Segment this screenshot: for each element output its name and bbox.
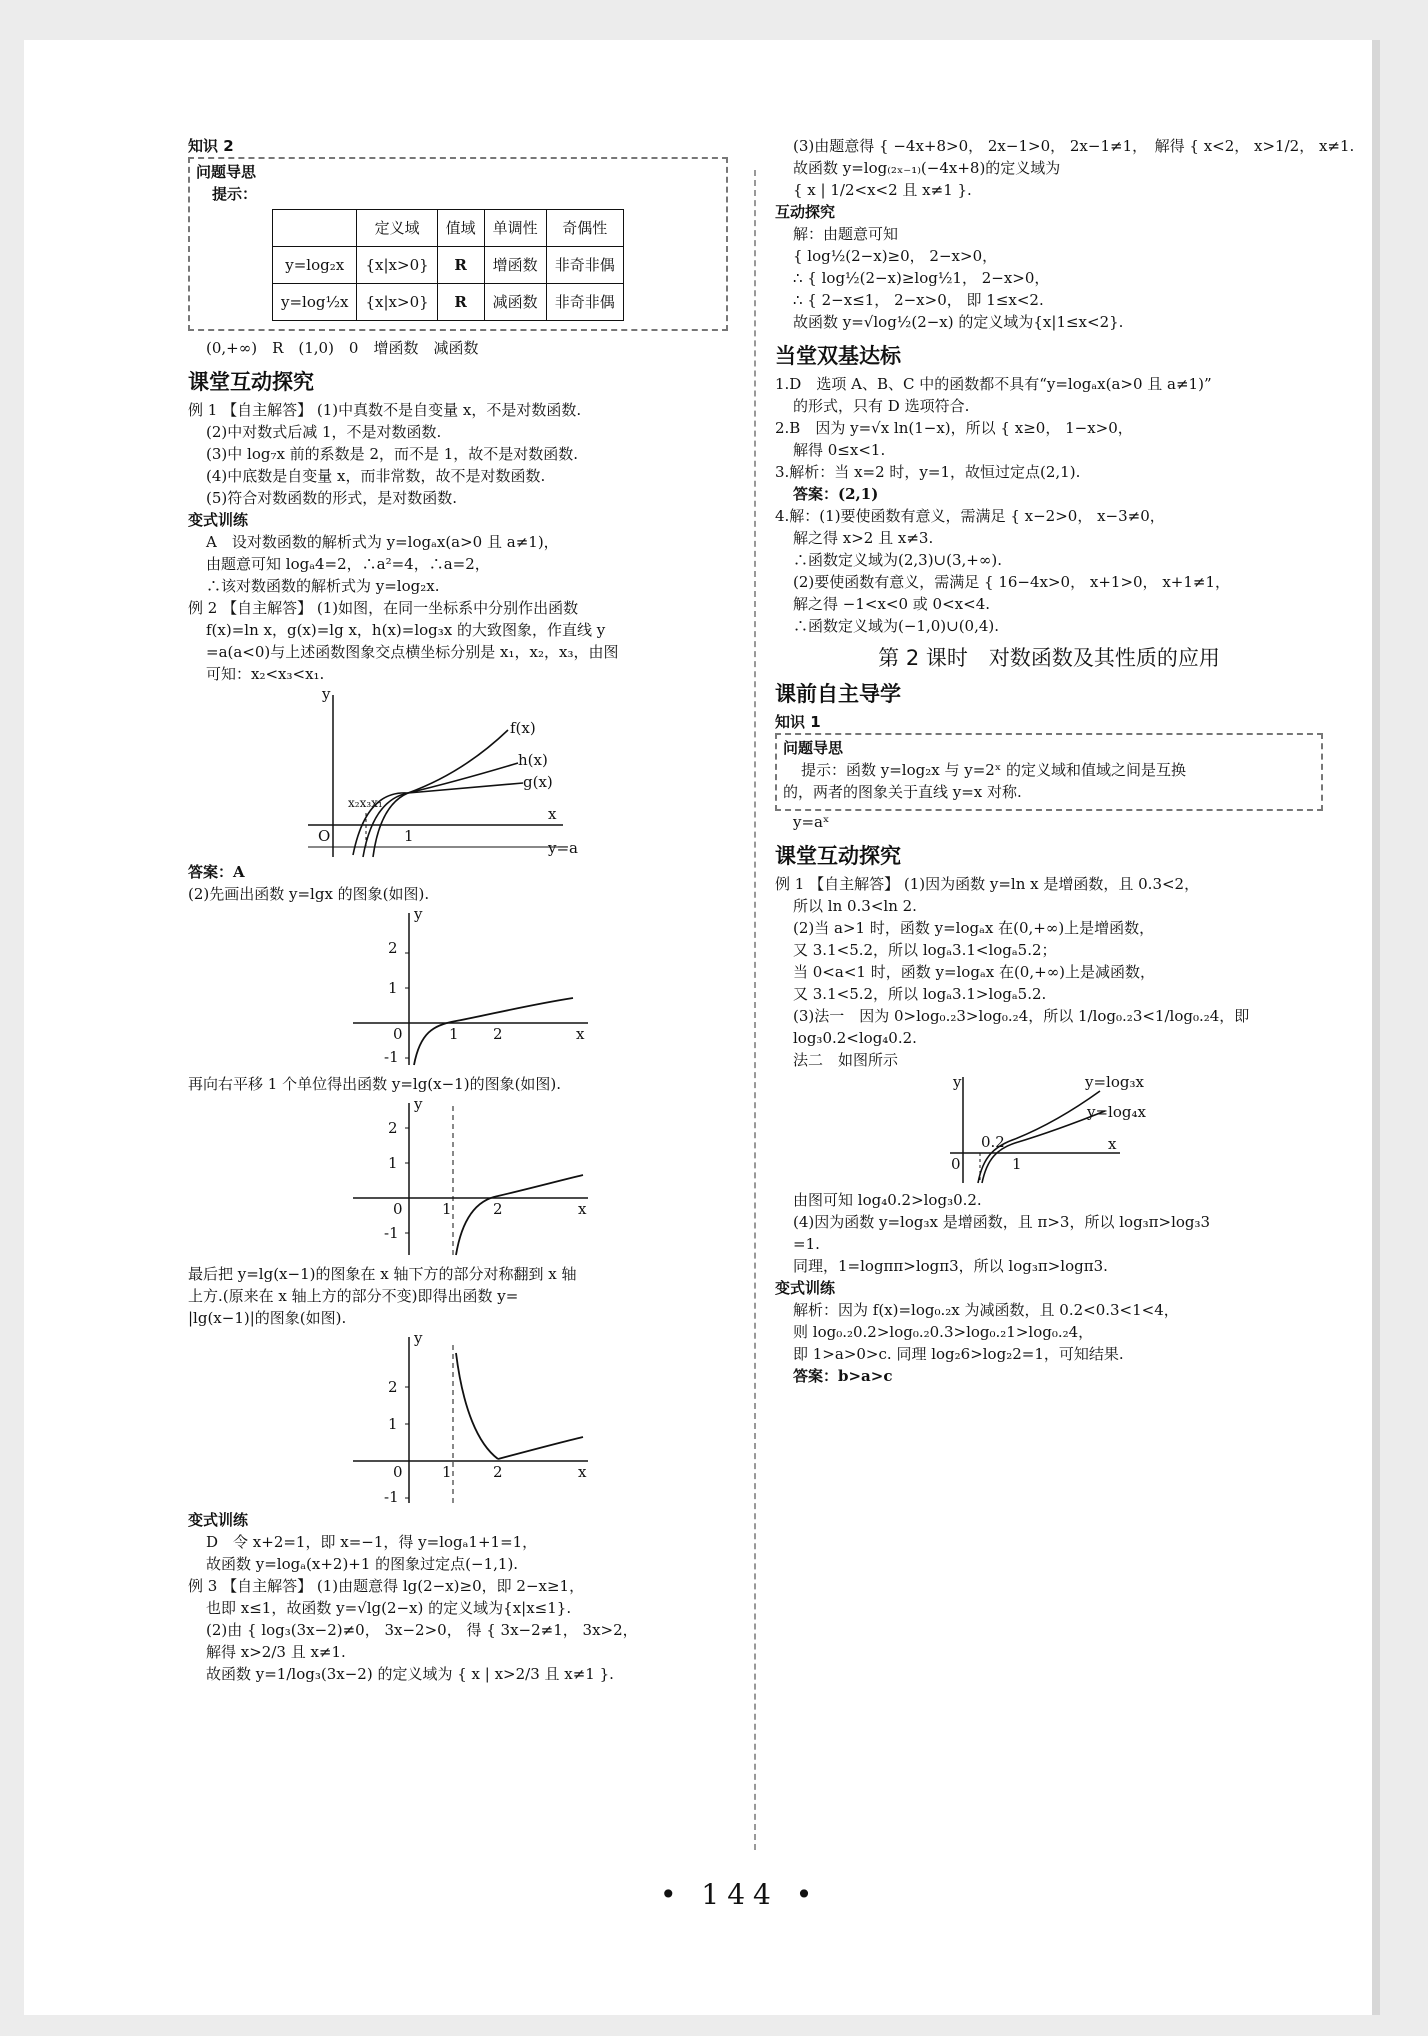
section-heading-double-basic: 当堂双基达标 [775,344,901,368]
example-3-line: 也即 x≤1，故函数 y=√lg(2−x) 的定义域为{x|x≤1}. [206,1599,572,1617]
interactive-exploration-label: 互动探究 [775,203,836,221]
lesson2-example-line: (4)因为函数 y=log₃x 是增函数，且 π>3，所以 log₃π>log₃3 [793,1213,1211,1231]
origin-label: O [318,827,331,845]
graph-log3-log4 [775,1071,1323,1189]
exercise-line: (2)要使函数有意义，需满足 { 16−4x>0， x+1>0， x+1≠1， [793,573,1231,591]
exploration-line: 故函数 y=√log½(2−x) 的定义域为{x|1≤x<2}. [793,313,1124,331]
example-1-line: (5)符合对数函数的形式，是对数函数. [206,489,458,507]
variant-line: 则 log₀.₂0.2>log₀.₂0.3>log₀.₂1>log₀.₂4， [793,1323,1094,1341]
exploration-line: { log½(2−x)≥0， 2−x>0， [793,247,998,265]
knowledge-answer-line: (0,+∞) R (1,0) 0 增函数 减函数 [206,339,479,357]
table-header-row [273,210,624,247]
tick-label-2: 2 [493,1025,503,1043]
tick-label-2: 2 [493,1200,503,1218]
table-corner [273,210,357,247]
tick-label-1: 1 [442,1200,452,1218]
example-2-line: f(x)=ln x，g(x)=lg x，h(x)=log₃x 的大致图象，作直线 y [206,621,606,639]
example-3-part3-line: 故函数 y=log₍₂ₓ₋₁₎(−4x+8)的定义域为 [793,159,1061,177]
example-2-line: =a(a<0)与上述函数图象交点横坐标分别是 x₁，x₂，x₃，由图 [206,643,619,661]
lesson2-example-line: 又 3.1<5.2，所以 logₐ3.1>logₐ5.2. [793,985,1047,1003]
table-cell: R [437,284,484,321]
table-cell: R [437,247,484,284]
variant-training-label: 变式训练 [188,1511,249,1529]
example-1-line: (3)中 log₇x 前的系数是 2，而不是 1，故不是对数函数. [206,445,579,463]
tick-label-1: 1 [388,979,398,997]
example-3-line: 例 3 【自主解答】 (1)由题意得 lg(2−x)≥0，即 2−x≥1， [188,1577,585,1595]
hint-line: 的，两者的图象关于直线 y=x 对称. [783,783,1022,801]
lesson2-example-line: 例 1 【自主解答】 (1)因为函数 y=ln x 是增函数，且 0.3<2， [775,875,1200,893]
graph-lg-x-minus-1 [188,1095,728,1263]
table-cell: 增函数 [484,247,546,284]
tick-label-1: 1 [388,1154,398,1172]
exploration-line: ∴ { 2−x≤1， 2−x>0， 即 1≤x<2. [793,291,1044,309]
table-cell: {x|x>0} [357,284,437,321]
example-2-line: 可知：x₂<x₃<x₁. [206,665,325,683]
variant-line: D 令 x+2=1，即 x=−1，得 y=logₐ1+1=1， [206,1533,538,1551]
page-edge-strip [1372,40,1380,2015]
example-3-line: 解得 x>2/3 且 x≠1. [206,1643,346,1661]
curve-abs-left-branch [456,1353,498,1459]
example-1-line: (4)中底数是自变量 x，而非常数，故不是对数函数. [206,467,546,485]
tick-label-1: 1 [1012,1155,1022,1173]
right-column [775,135,1355,1387]
intersection-labels: x₂x₃x₁ [348,796,383,810]
example-3-line: 故函数 y=1/log₃(3x−2) 的定义域为 { x | x>2/3 且 x≠1 }. [206,1665,614,1683]
variant-training-label: 变式训练 [188,511,249,529]
question-guide-box [775,733,1323,811]
axis-label-x: x [578,1200,587,1218]
curve-lg-x-minus-1 [456,1175,583,1255]
curve-h [363,763,518,857]
exercise-line: 的形式，只有 D 选项符合. [793,397,970,415]
hint-line: 提示：函数 y=log₂x 与 y=2ˣ 的定义域和值域之间是互换 [801,761,1186,779]
table-cell: y=log½x [273,284,357,321]
table-header: 单调性 [484,210,546,247]
tick-label-1: 1 [442,1463,452,1481]
lesson2-example-line: (3)法一 因为 0>log₀.₂3>log₀.₂4，所以 1/log₀.₂3<1/log₀.₂4，即 [793,1007,1250,1025]
lesson-title: 第 2 课时 对数函数及其性质的应用 [878,646,1220,670]
table-cell: 非奇非偶 [546,247,623,284]
knowledge-2-label: 知识 2 [188,137,234,155]
curve-abs-right-branch [498,1437,583,1459]
tick-label-1: 1 [404,827,414,845]
label-hx: h(x) [518,751,548,769]
label-gx: g(x) [523,773,553,791]
graph-lg-x [188,905,728,1073]
lesson2-example-line: 所以 ln 0.3<ln 2. [793,897,917,915]
answer-a: 答案：A [188,863,245,881]
tick-label-2: 2 [493,1463,503,1481]
variant-line: A 设对数函数的解析式为 y=logₐx(a>0 且 a≠1)， [206,533,559,551]
lesson2-example-line: 法二 如图所示 [793,1051,899,1069]
example-3-part3-line: (3)由题意得 { −4x+8>0， 2x−1>0， 2x−1≠1， 解得 { x<2， x>1/2， x≠1. [793,137,1355,155]
exploration-line: 解：由题意可知 [793,225,899,243]
example-3-part3-line: { x | 1/2<x<2 且 x≠1 }. [793,181,972,199]
axis-label-x: x [1108,1135,1117,1153]
tick-label-1: 1 [449,1025,459,1043]
knowledge-1-answer: y=aˣ [793,813,830,831]
variant-line: 解析：因为 f(x)=log₀.₂x 为减函数，且 0.2<0.3<1<4， [793,1301,1179,1319]
variant-line: ∴该对数函数的解析式为 y=log₂x. [206,577,440,595]
knowledge-1-label: 知识 1 [775,713,821,731]
exploration-line: ∴ { log½(2−x)≥log½1， 2−x>0， [793,269,1050,287]
exercise-line: ∴函数定义域为(2,3)∪(3,+∞). [793,551,1002,569]
example-1-line: (2)中对数式后减 1，不是对数函数. [206,423,442,441]
lesson2-example-line: =1. [793,1235,820,1253]
paragraph-lgx: (2)先画出函数 y=lgx 的图象(如图). [188,885,430,903]
table-cell: 减函数 [484,284,546,321]
exercise-line: 2.B 因为 y=√x ln(1−x)，所以 { x≥0， 1−x>0， [775,419,1133,437]
variant-line: 由题意可知 logₐ4=2，∴a²=4，∴a=2， [206,555,490,573]
exercise-line: 解得 0≤x<1. [793,441,886,459]
tick-label-m1: -1 [384,1488,399,1506]
tick-label-m1: -1 [384,1048,399,1066]
lesson2-example-line: 同理，1=logππ>logπ3，所以 log₃π>logπ3. [793,1257,1108,1275]
tick-label-m1: -1 [384,1224,399,1242]
table-cell: y=log₂x [273,247,357,284]
paragraph-reflect: |lg(x−1)|的图象(如图). [188,1309,347,1327]
label-y-equals-a: y=a [548,839,578,857]
tick-label-0-2: 0.2 [981,1133,1005,1151]
section-heading-preclass: 课前自主导学 [775,682,901,706]
origin-label: 0 [393,1463,403,1481]
axis-label-x: x [578,1463,587,1481]
tick-label-2: 2 [388,939,398,957]
lesson2-example-line: 又 3.1<5.2，所以 logₐ3.1<logₐ5.2； [793,941,1057,959]
variant-training-label: 变式训练 [775,1279,836,1297]
variant-line: 答案：b>a>c [793,1367,893,1385]
example-3-line: (2)由 { log₃(3x−2)≠0， 3x−2>0， 得 { 3x−2≠1， 3x>2， [206,1621,638,1639]
axis-label-x: x [576,1025,585,1043]
question-guide-label: 问题导思 [196,163,257,181]
paragraph-reflect: 最后把 y=lg(x−1)的图象在 x 轴下方的部分对称翻到 x 轴 [188,1265,577,1283]
example-1-line: 例 1 【自主解答】 (1)中真数不是自变量 x，不是对数函数. [188,401,582,419]
paragraph-shift: 再向右平移 1 个单位得出函数 y=lg(x−1)的图象(如图). [188,1075,562,1093]
table-header: 值域 [437,210,484,247]
origin-label: 0 [393,1025,403,1043]
axis-label-y: y [414,1329,423,1347]
paragraph-reflect: 上方.(原来在 x 轴上方的部分不变)即得出函数 y= [188,1287,519,1305]
example-2-line: 例 2 【自主解答】 (1)如图，在同一坐标系中分别作出函数 [188,599,579,617]
variant-line: 即 1>a>0>c. 同理 log₂6>log₂2=1，可知结果. [793,1345,1124,1363]
tick-label-1: 1 [388,1415,398,1433]
graph-abs-lg-x-minus-1 [188,1329,728,1509]
page-number: • 144 • [660,1878,821,1911]
question-guide-label: 问题导思 [783,739,844,757]
table-cell: 非奇非偶 [546,284,623,321]
table-row [273,284,624,321]
table-cell: {x|x>0} [357,247,437,284]
label-fx: f(x) [510,719,536,737]
axis-label-y: y [414,905,423,923]
section-heading-classroom: 课堂互动探究 [775,844,901,868]
tick-label-2: 2 [388,1119,398,1137]
exercise-line: 3.解析：当 x=2 时，y=1，故恒过定点(2,1). [775,463,1081,481]
axis-label-y: y [953,1073,962,1091]
lesson2-example-line: (2)当 a>1 时，函数 y=logₐx 在(0,+∞)上是增函数， [793,919,1155,937]
exercise-line: 1.D 选项 A、B、C 中的函数都不具有“y=logₐx(a>0 且 a≠1)” [775,375,1212,393]
table-header: 定义域 [357,210,437,247]
question-guide-box [188,157,728,331]
hint-label: 提示： [212,185,258,203]
axis-label-y: y [322,685,331,703]
axis-label-x: x [548,805,557,823]
label-y-log3: y=log₃x [1085,1073,1144,1091]
exercise-line: 4.解：(1)要使函数有意义，需满足 { x−2>0， x−3≠0， [775,507,1165,525]
column-divider [754,170,756,1850]
lesson2-example-line: 当 0<a<1 时，函数 y=logₐx 在(0,+∞)上是减函数， [793,963,1156,981]
axis-label-y: y [414,1095,423,1113]
exercise-line: 答案：(2,1) [793,485,879,503]
graph-log-functions-comparison [188,685,728,861]
exercise-line: 解之得 −1<x<0 或 0<x<4. [793,595,991,613]
table-header: 奇偶性 [546,210,623,247]
section-heading-classroom: 课堂互动探究 [188,370,314,394]
table-row [273,247,624,284]
lesson2-example-line: log₃0.2<log₄0.2. [793,1029,917,1047]
tick-label-2: 2 [388,1378,398,1396]
exercise-line: 解之得 x>2 且 x≠3. [793,529,934,547]
variant-line: 故函数 y=logₐ(x+2)+1 的图象过定点(−1,1). [206,1555,519,1573]
exercise-line: ∴函数定义域为(−1,0)∪(0,4). [793,617,1000,635]
log-properties-table [272,209,624,321]
left-column [188,135,728,1685]
label-y-log4: y=log₄x [1087,1103,1146,1121]
origin-label: 0 [393,1200,403,1218]
origin-label: 0 [951,1155,961,1173]
lesson2-example-line: 由图可知 log₄0.2>log₃0.2. [793,1191,982,1209]
